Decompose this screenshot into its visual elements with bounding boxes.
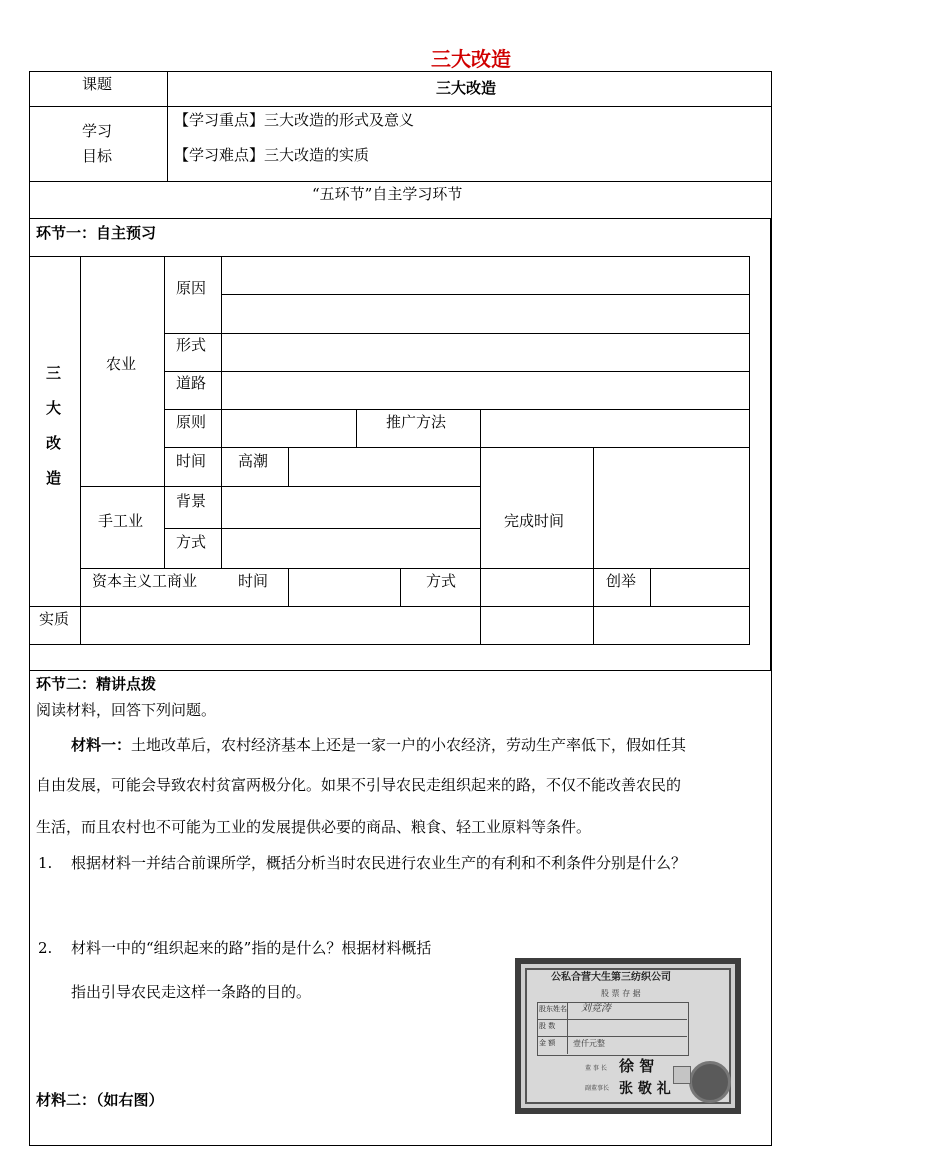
certificate-amount-label: 金 额 [539, 1039, 556, 1047]
side-char-2: 大 [46, 399, 62, 417]
side-char-1: 三 [46, 364, 62, 382]
key-point: 【学习重点】三大改造的形式及意义 [174, 111, 415, 129]
form-label: 形式 [176, 336, 207, 354]
completion-label: 完成时间 [504, 512, 565, 530]
promotion-label: 推广方法 [386, 413, 447, 431]
step1-heading: 环节一：自主预习 [36, 224, 157, 242]
principle-label: 原则 [176, 413, 207, 431]
certificate-seal [689, 1061, 731, 1103]
instruction: 阅读材料，回答下列问题。 [36, 701, 217, 719]
certificate-sign1: 徐 智 [619, 1057, 655, 1075]
agriculture-label: 农业 [106, 355, 137, 373]
topic-value: 三大改造 [436, 79, 497, 97]
material1-line1 [71, 738, 686, 753]
material1-text: 土地改革后，农村经济基本上还是一家一户的小农经济，劳动生产率低下，假如任其 [131, 736, 687, 754]
side-char-4: 造 [46, 469, 62, 487]
share-certificate-photo [515, 958, 741, 1114]
certificate-company: 公私合营大生第三纺织公司 [551, 972, 671, 983]
certificate-name-label: 股东姓名 [539, 1005, 567, 1013]
step2-heading: 环节二：精讲点拨 [36, 675, 157, 693]
material1-label: 材料一： [71, 736, 132, 754]
material2-label: 材料二：（如右图） [36, 1091, 164, 1109]
certificate-role2: 副董事长 [585, 1085, 610, 1092]
handicraft-label: 手工业 [98, 512, 144, 530]
q2-text-line2: 指出引导农民走这样一条路的目的。 [71, 983, 312, 1001]
certificate-role1: 董 事 长 [585, 1065, 607, 1072]
background-label: 背景 [176, 492, 207, 510]
certificate-type: 股 票 存 据 [601, 989, 641, 998]
essence-label: 实质 [39, 610, 70, 628]
section-caption: “五环节”自主学习环节 [312, 185, 463, 203]
capitalist-label: 资本主义工商业 [92, 572, 198, 590]
certificate-shares-label: 股 数 [539, 1022, 556, 1030]
certificate-stamp [673, 1066, 691, 1084]
side-char-3: 改 [46, 434, 62, 452]
q2-text-line1: 材料一中的“组织起来的路”指的是什么？根据材料概括 [71, 939, 432, 957]
goal-label-line1: 学习 [82, 122, 113, 140]
q1-text: 根据材料一并结合前课所学，概括分析当时农民进行农业生产的有利和不利条件分别是什么？ [71, 854, 687, 872]
road-label: 道路 [176, 374, 207, 392]
certificate-sign2: 张 敬 礼 [619, 1081, 671, 1097]
material1-line3: 生活，而且农村也不可能为工业的发展提供必要的商品、粮食、轻工业原料等条件。 [36, 818, 592, 836]
q1-number: 1. [38, 854, 53, 872]
page-title: 三大改造 [431, 47, 511, 71]
cap-time-label: 时间 [238, 572, 269, 590]
goal-label-line2: 目标 [82, 147, 113, 165]
innovation-label: 创举 [606, 572, 637, 590]
certificate-name-value: 刘竞涛 [581, 1003, 611, 1014]
certificate-amount-value: 壹仟元整 [573, 1039, 605, 1048]
topic-label: 课题 [82, 75, 113, 93]
method-label: 方式 [176, 533, 207, 551]
q2-number: 2. [38, 939, 53, 957]
cap-method-label: 方式 [426, 572, 457, 590]
material1-line2: 自由发展，可能会导致农村贫富两极分化。如果不引导农民走组织起来的路，不仅不能改善农民的 [36, 776, 682, 794]
difficulty: 【学习难点】三大改造的实质 [174, 146, 370, 164]
time-label: 时间 [176, 452, 207, 470]
climax-label: 高潮 [238, 452, 269, 470]
reason-label: 原因 [176, 279, 207, 297]
